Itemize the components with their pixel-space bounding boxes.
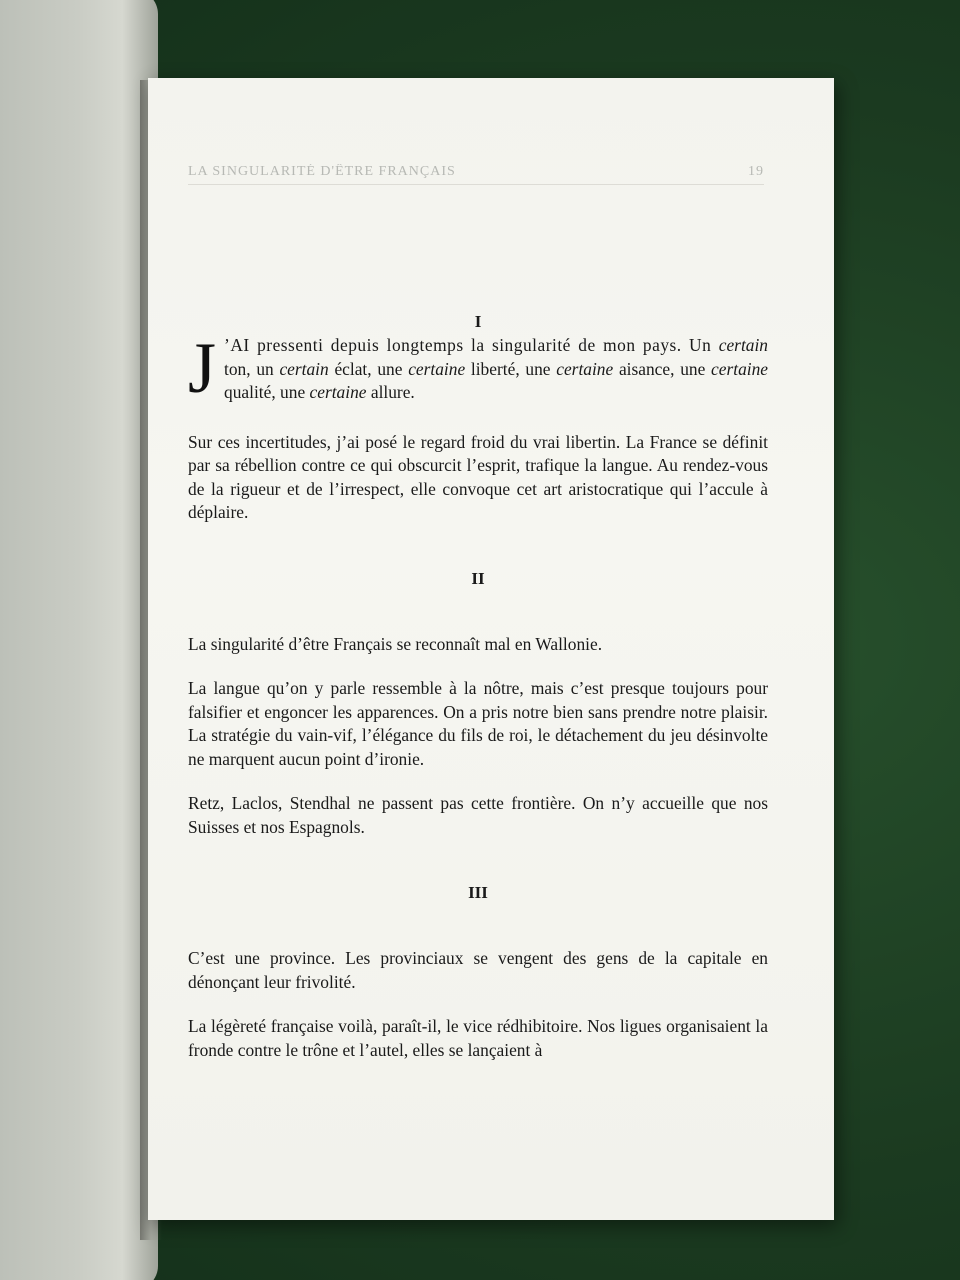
- spacer: [188, 656, 768, 677]
- running-head-title: LA SINGULARITÉ D'ÊTRE FRANÇAIS: [188, 164, 456, 179]
- section-heading-3: III: [468, 883, 488, 902]
- text-run: qualité, une: [224, 382, 310, 402]
- paragraph-1-2: Sur ces incertitudes, j’ai posé le regard froid du vrai libertin. La France se définit par sa rébellion contre ce qui obscurcit l’esprit, trafique la langue. Au rendez-vous de la rigueur et de l’irrespect, elle convoque cet art aristocratique qui l’accule à déplaire.: [188, 431, 768, 522]
- text-run: ton, un: [224, 358, 280, 379]
- left-page-edge: [0, 0, 158, 1280]
- italic-run: certaine: [556, 358, 614, 379]
- italic-run: certaine: [711, 358, 769, 379]
- paragraph-3-1: C’est une province. Les provinciaux se vengent des gens de la capitale en dénonçant leur frivolité.: [188, 948, 768, 992]
- book-page: [148, 78, 834, 1220]
- section-heading-1: I: [474, 312, 482, 331]
- paragraph-1-1: [188, 328, 769, 408]
- paragraph-3-2: La légèreté française voilà, paraît-il, le vice rédhibitoire. Nos ligues organisaient la fronde contre le trône et l’autel, elles se lançaient à: [188, 1016, 768, 1060]
- italic-run: certain: [279, 358, 329, 379]
- italic-run: certain: [718, 335, 768, 355]
- spacer: [188, 994, 768, 1015]
- paragraph-2-3: Retz, Laclos, Stendhal ne passent pas cette frontière. On n’y accueille que nos Suisses et nos Espagnols.: [188, 793, 768, 837]
- text-run: liberté, une: [465, 358, 557, 379]
- spacer: [188, 591, 768, 633]
- paragraph-2-1: La singularité d’être Français se reconnaît mal en Wallonie.: [188, 633, 603, 654]
- running-head: [188, 164, 764, 185]
- spacer: [188, 905, 768, 947]
- page-number: 19: [748, 164, 764, 179]
- drop-cap: J: [188, 328, 217, 408]
- text-run: allure.: [366, 382, 415, 402]
- italic-run: certaine: [309, 382, 367, 402]
- spacer: [188, 405, 768, 431]
- italic-run: certaine: [408, 358, 466, 379]
- spacer: [188, 839, 768, 881]
- section-heading-2: II: [471, 568, 485, 588]
- text-run: aisance, une: [613, 358, 712, 379]
- text-run: ’AI pressenti depuis longtemps la singularité de mon pays. Un: [224, 335, 719, 355]
- spacer: [188, 525, 768, 567]
- page-body: [188, 310, 768, 1062]
- paragraph-2-2: La langue qu’on y parle ressemble à la nôtre, mais c’est presque toujours pour falsifier et engoncer les apparences. On a pris notre bien sans prendre notre plaisir. La stratégie du vain-vif, l’élégance du fils de roi, le détachement du jeu désinvolte ne marquent aucun point d’ironie.: [188, 678, 768, 769]
- text-run: éclat, une: [328, 358, 409, 379]
- spacer: [188, 771, 768, 792]
